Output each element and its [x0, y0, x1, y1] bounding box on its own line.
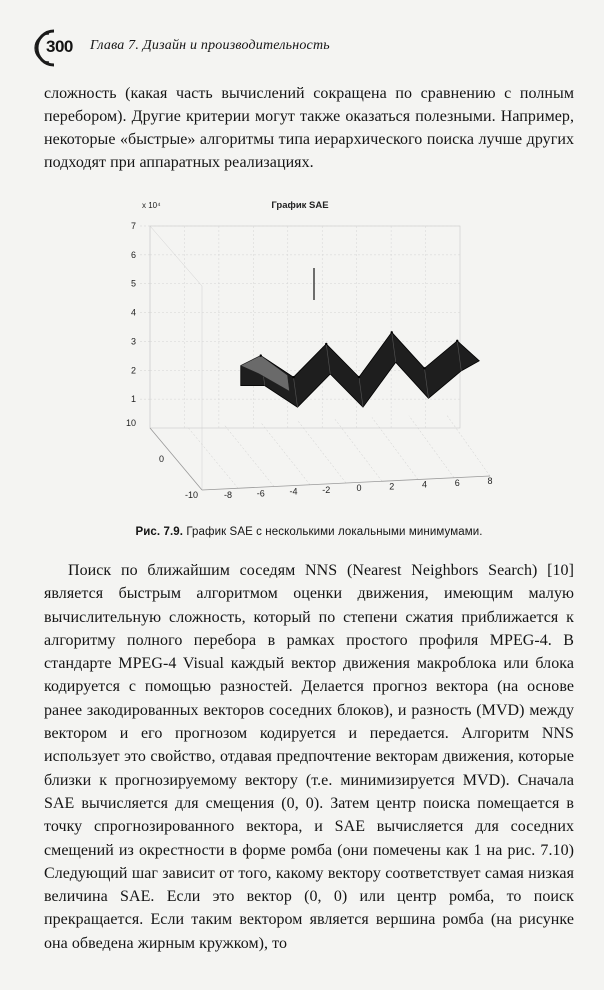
y-tick-label: 0 [158, 454, 164, 464]
z-tick-label: 6 [130, 249, 136, 260]
floor-gridline [224, 425, 274, 487]
x-tick-label: -4 [289, 486, 298, 497]
x-axis-line [202, 476, 493, 490]
sae-surface-chart [110, 192, 510, 512]
x-tick-label: 8 [487, 476, 493, 486]
floor-gridline [372, 418, 418, 480]
x-tick-label: 4 [421, 479, 428, 490]
surface-data-point [325, 343, 327, 345]
x-tick-label: -8 [223, 490, 233, 500]
x-tick-label: -6 [256, 488, 265, 499]
floor-gridline [409, 416, 454, 478]
z-tick-label: 4 [130, 307, 136, 318]
x-tick-label: 0 [356, 483, 362, 493]
sae-surface-figure [110, 192, 510, 512]
page-header [32, 28, 592, 68]
surface-data-point [391, 331, 393, 333]
y-tick-label: 10 [125, 418, 136, 428]
floor-gridline [298, 421, 346, 483]
paragraph-main: Поиск по ближайшим соседям NNS (Nearest Neighbors Search) [10] является быстрым алгоритмом оценки движения, имеющим малую вычислительную сложность, который по степени сжатия приближается к алгоритму полного перебора в рамках простого профиля MPEG-4. В стандарте MPEG-4 Visual каждый вектор движения макроблока или блока кодируется с помощью разностей. Делается прогноз вектора (на основе ранее закодированных векторов соседних блоков), и разность (MVD) между вектором и его прогнозом кодируется и передается. Алгоритм NNS использует это свойство, отдавая предпочтение векторам движения, которые близки к прогнозируемому вектору (т.е. минимизируется MVD). Сначала SAE вычисляется для смещения (0, 0). Затем центр поиска помещается в точку спрогнозированного вектора, и SAE вычисляется для соседних смещений из окрестности в форме ромба (они помечены как 1 на рис. 7.10) Следующий шаг зависит от того, какому вектору соответствует самая низкая величина SAE. Если это вектор (0, 0) или центр ромба, то поиск прекращается. Если таким вектором является вершина ромба (на рисунке она обведена жирным кружком), то [44, 562, 574, 952]
floor-gridline [261, 423, 310, 485]
z-tick-label: 1 [130, 394, 136, 405]
left-wall-frame [150, 226, 202, 490]
z-tick-label: 7 [130, 221, 136, 231]
running-head: Глава 7. Дизайн и производительность [90, 38, 330, 53]
z-tick-label: 2 [130, 365, 136, 376]
chart-scale-label: x 10⁴ [142, 201, 161, 210]
floor-gridline [187, 426, 238, 488]
figure-caption-text: График SAE с несколькими локальными минимумами. [186, 526, 483, 538]
paragraph-top: сложность (какая часть вычислений сокращена по сравнению с полным перебором). Другие критерии могут также оказаться полезными. Например, некоторые «быстрые» алгоритмы типа иерархического поиска лучше других подходят при аппаратных реализациях. [44, 85, 574, 171]
x-tick-label: -2 [322, 484, 331, 495]
chart-title: График SAE [271, 200, 329, 211]
surface-data-point [260, 354, 262, 356]
y-axis-line [150, 428, 202, 490]
surface-data-point [292, 376, 294, 378]
surface-data-point [423, 367, 425, 369]
floor-gridline [446, 414, 490, 476]
z-tick-label: 5 [130, 278, 136, 289]
figure-caption-label: Рис. 7.9. [135, 526, 184, 538]
x-tick-label: 2 [389, 481, 395, 492]
surface-data-point [358, 376, 360, 378]
surface-data-point [456, 340, 458, 342]
floor-gridline [335, 419, 382, 481]
y-tick-label: -10 [184, 490, 198, 500]
x-tick-label: 6 [454, 477, 460, 488]
z-tick-label: 3 [130, 336, 136, 347]
page-number: 300 [46, 37, 73, 56]
figure-caption [44, 526, 574, 538]
